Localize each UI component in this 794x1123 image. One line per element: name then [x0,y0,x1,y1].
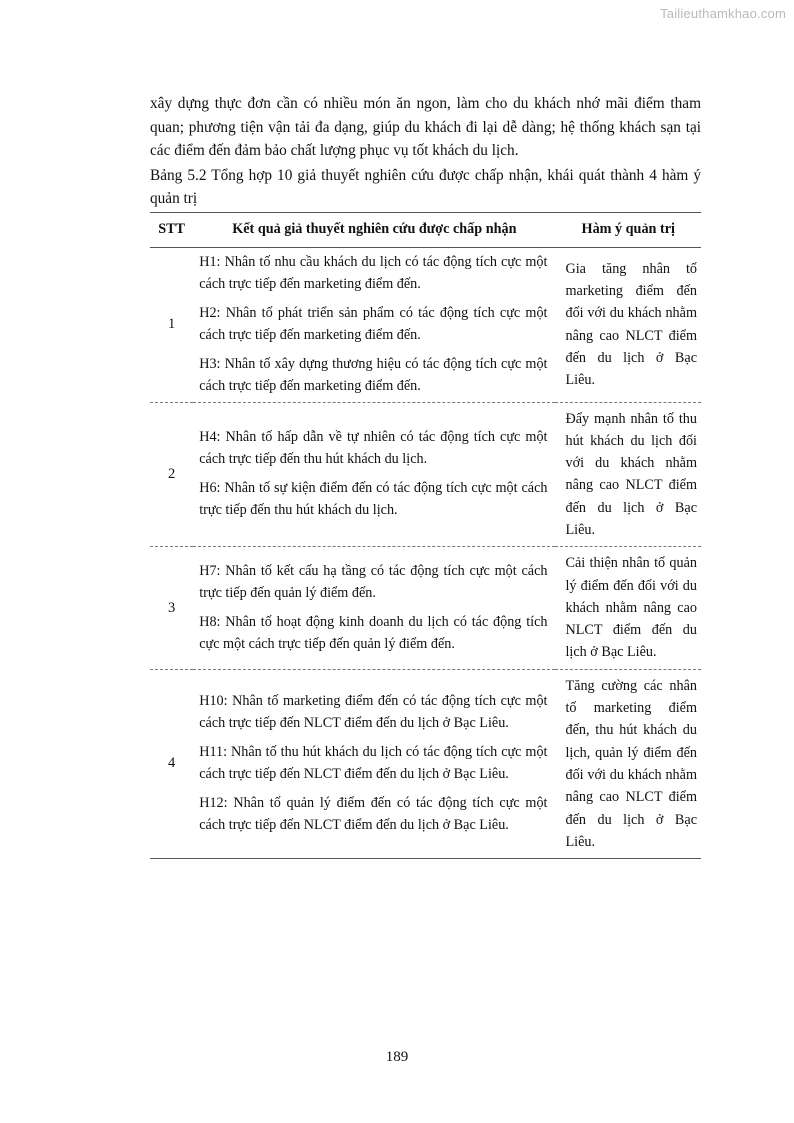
implication-text: Đẩy mạnh nhân tố thu hút khách du lịch đối với du khách nhằm nâng cao NLCT điểm đến du lịch ở Bạc Liêu. [565,410,697,538]
hypothesis-h11: H11: Nhân tố thu hút khách du lịch có tác động tích cực một cách trực tiếp đến NLCT điểm đến du lịch ở Bạc Liêu. [199,743,548,782]
implication-text: Cải thiện nhân tố quản lý điểm đến đối với du khách nhằm nâng cao NLCT điểm đến du lịch ở Bạc Liêu. [565,555,697,661]
table-row [150,669,701,858]
hypothesis-h10: H10: Nhân tố marketing điểm đến có tác động tích cực một cách trực tiếp đến NLCT điểm đến du lịch ở Bạc Liêu. [199,692,548,731]
row-implication [555,547,701,669]
row-stt: 3 [150,547,193,669]
table-row [150,402,701,547]
row-implication [555,669,701,858]
implication-text: Gia tăng nhân tố marketing điểm đến đối với du khách nhằm nâng cao NLCT điểm đến du lịch ở Bạc Liêu. [565,260,697,389]
hypothesis-h2: H2: Nhân tố phát triển sản phẩm có tác động tích cực một cách trực tiếp đến marketing điểm đến. [199,304,548,343]
hypothesis-h7: H7: Nhân tố kết cấu hạ tầng có tác động tích cực một cách trực tiếp đến quản lý điểm đến. [199,562,548,601]
hypothesis-h3: H3: Nhân tố xây dựng thương hiệu có tác động tích cực một cách trực tiếp đến marketing điểm đến. [199,355,548,394]
row-results [193,547,555,669]
hypotheses-table [150,212,701,860]
implication-text: Tăng cường các nhân tố marketing điểm đến, thu hút khách du lịch, quản lý điểm đến đối với du khách nhằm nâng cao NLCT điểm đến du lịch ở Bạc Liêu. [565,677,697,850]
intro-paragraph: xây dựng thực đơn cần có nhiều món ăn ngon, làm cho du khách nhớ mãi điểm tham quan; phương tiện vận tải đa dạng, giúp du khách đi lại dễ dàng; hệ thống khách sạn tại các điểm đến đảm bảo chất lượng phục vụ tốt khách du lịch. [150,95,701,159]
table-row [150,547,701,669]
row-stt: 1 [150,247,193,402]
row-results [193,402,555,547]
watermark-text: Tailieuthamkhao.com [660,6,786,21]
row-stt: 2 [150,402,193,547]
page-number: 189 [385,1049,409,1065]
table-caption: Bảng 5.2 Tổng hợp 10 giả thuyết nghiên cứu được chấp nhận, khái quát thành 4 hàm ý quản trị [150,166,701,207]
table-header-row [150,212,701,247]
header-implication: Hàm ý quản trị [555,212,701,247]
header-results: Kết quả giả thuyết nghiên cứu được chấp nhận [193,212,555,247]
hypothesis-h8: H8: Nhân tố hoạt động kinh doanh du lịch có tác động tích cực một cách trực tiếp đến quản lý điểm đến. [199,613,548,652]
table-row [150,247,701,402]
row-stt: 4 [150,669,193,858]
hypothesis-h1: H1: Nhân tố nhu cầu khách du lịch có tác động tích cực một cách trực tiếp đến marketing điểm đến. [199,253,548,292]
page-content [150,92,701,859]
header-stt: STT [150,212,193,247]
hypothesis-h12: H12: Nhân tố quản lý điểm đến có tác động tích cực một cách trực tiếp đến NLCT điểm đến du lịch ở Bạc Liêu. [199,794,548,833]
row-implication [555,247,701,402]
row-results [193,669,555,858]
hypothesis-h4: H4: Nhân tố hấp dẫn về tự nhiên có tác động tích cực một cách trực tiếp đến thu hút khách du lịch. [199,428,548,467]
row-implication [555,402,701,547]
hypothesis-h6: H6: Nhân tố sự kiện điểm đến có tác động tích cực một cách trực tiếp đến thu hút khách du lịch. [199,479,548,518]
row-results [193,247,555,402]
